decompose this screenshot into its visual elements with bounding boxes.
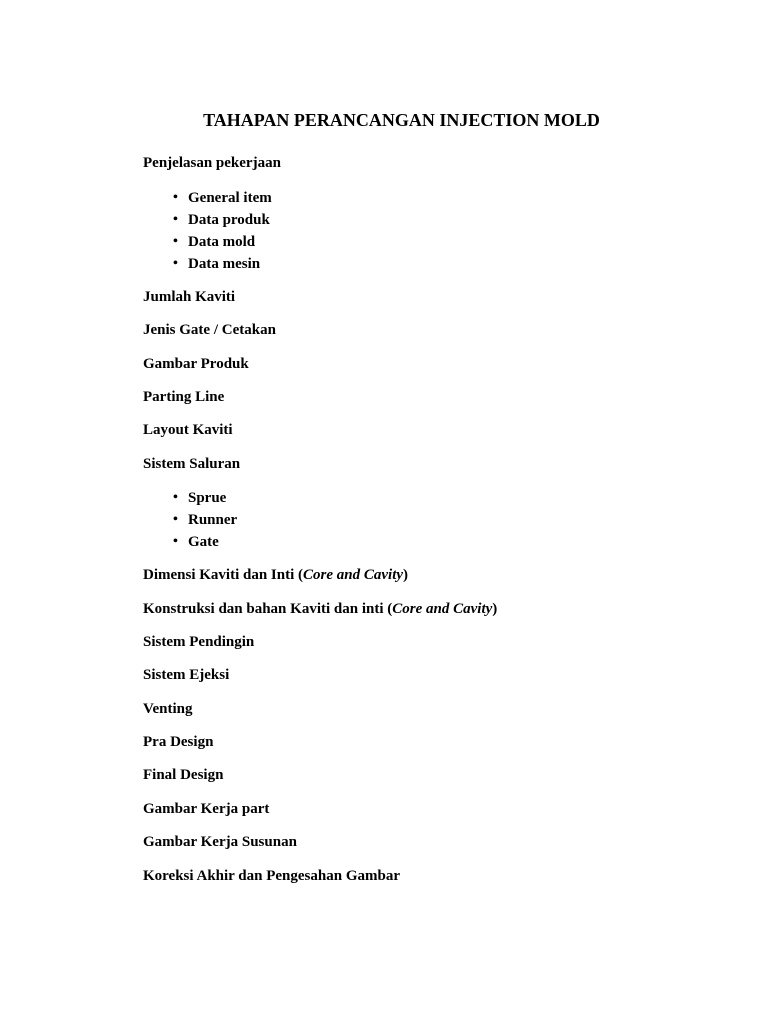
bullet-icon: • [173,190,178,205]
list-item-text: Data mold [188,234,256,250]
heading-layout-kaviti: Layout Kaviti [143,422,233,438]
heading-pra-design: Pra Design [143,734,214,750]
heading-final-design: Final Design [143,767,224,783]
heading-text: Konstruksi dan bahan Kaviti dan inti ( [143,601,393,617]
bullet-icon: • [173,256,178,271]
heading-venting: Venting [143,701,193,717]
heading-italic-text: Core and Cavity [303,567,404,583]
heading-dimensi-kaviti [143,566,408,584]
heading-penjelasan-pekerjaan: Penjelasan pekerjaan [143,155,281,171]
heading-sistem-pendingin: Sistem Pendingin [143,634,255,650]
heading-text: ) [492,601,498,617]
heading-jenis-gate: Jenis Gate / Cetakan [143,322,276,338]
heading-text: Dimensi Kaviti dan Inti ( [143,567,304,583]
heading-koreksi-akhir: Koreksi Akhir dan Pengesahan Gambar [143,868,400,884]
heading-jumlah-kaviti: Jumlah Kaviti [143,289,236,305]
heading-italic-text: Core and Cavity [392,601,493,617]
list-item-text: Data mesin [188,256,261,272]
bullet-icon: • [173,234,178,249]
list-item-text: Sprue [188,490,227,506]
bullet-icon: • [173,512,178,527]
bullet-icon: • [173,490,178,505]
heading-gambar-kerja-part: Gambar Kerja part [143,801,270,817]
heading-gambar-produk: Gambar Produk [143,356,249,372]
heading-konstruksi [143,600,497,618]
list-item-text: Runner [188,512,238,528]
heading-text: ) [403,567,409,583]
bullet-icon: • [173,212,178,227]
list-item-text: General item [188,190,272,206]
heading-parting-line: Parting Line [143,389,225,405]
list-item-text: Gate [188,534,219,550]
heading-sistem-saluran: Sistem Saluran [143,456,241,472]
list-item-text: Data produk [188,212,270,228]
bullet-icon: • [173,534,178,549]
document-title: TAHAPAN PERANCANGAN INJECTION MOLD [203,110,600,130]
heading-gambar-kerja-susunan: Gambar Kerja Susunan [143,834,297,850]
heading-sistem-ejeksi: Sistem Ejeksi [143,667,230,683]
